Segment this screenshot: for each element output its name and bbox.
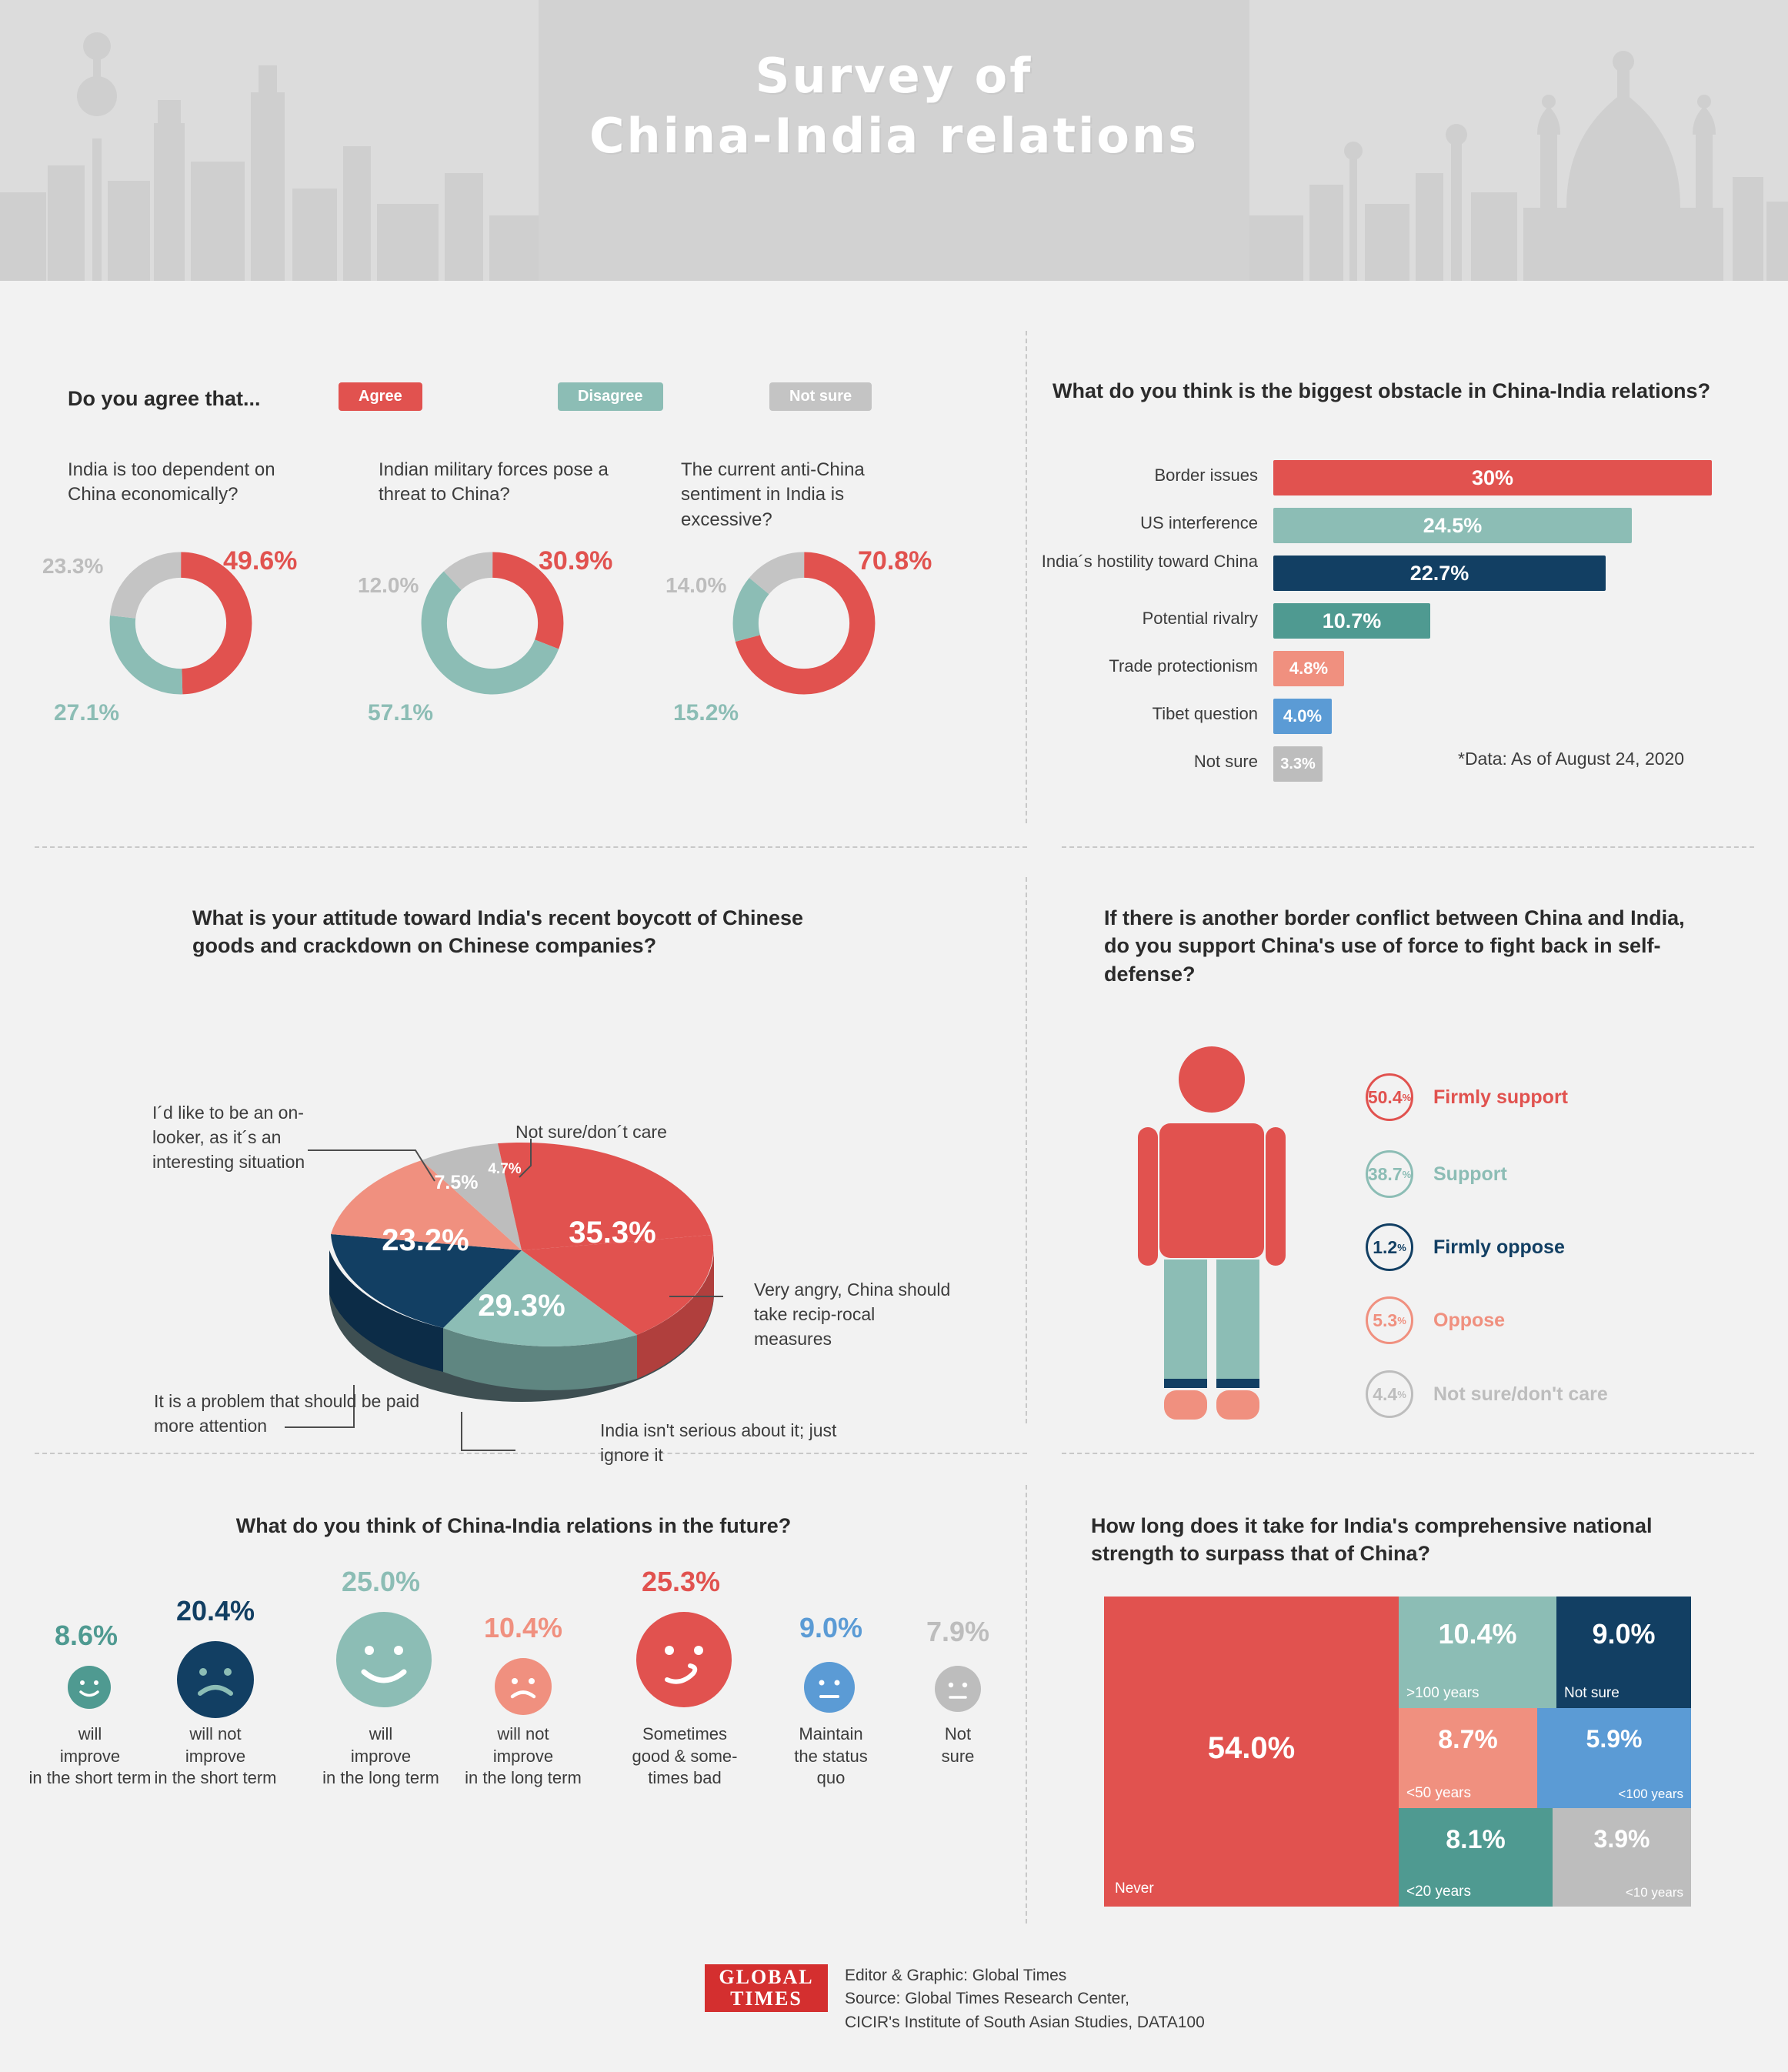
treemap-value-under10: 3.9%	[1593, 1825, 1650, 1853]
self-defense-option-2	[1366, 1223, 1565, 1271]
treemap-value-under100: 5.9%	[1586, 1725, 1643, 1753]
pie-callout-notsure: Not sure/don´t care	[515, 1122, 667, 1142]
option-3-value: 5.3 %	[1366, 1296, 1413, 1344]
treemap-label-over100: >100 years	[1406, 1685, 1479, 1701]
future-relations-section	[0, 1458, 1027, 1950]
donut-3-disagree-value: 15.2%	[673, 700, 739, 726]
treemap-label-under20: <20 years	[1406, 1883, 1471, 1900]
option-1-value: 38.7 %	[1366, 1150, 1413, 1198]
donut-2-agree-value: 30.9%	[539, 546, 613, 576]
future-cap-0-3: in the short term	[28, 1768, 152, 1788]
future-cap-4-2: good & some-	[632, 1746, 738, 1766]
wry-face-icon-4	[636, 1612, 732, 1707]
donut-1-notsure-value: 23.3%	[42, 554, 104, 578]
obstacle-bar-2: 22.7%	[1273, 556, 1606, 591]
treemap-label-under10: <10 years	[1625, 1885, 1683, 1900]
treemap-tile-under10	[1553, 1808, 1691, 1907]
svg-text:4.7%: 4.7%	[488, 1161, 522, 1177]
future-cap-6-1: Not	[944, 1724, 972, 1743]
donut-2-disagree-value: 57.1%	[368, 700, 434, 726]
page-title-line2: China-India relations	[589, 107, 1199, 164]
agreement-prompt: Do you agree that...	[68, 387, 261, 410]
shanghai-skyline-icon	[0, 0, 539, 281]
obstacle-bar-5: 4.0%	[1273, 699, 1332, 734]
obstacle-bar-0: 30%	[1273, 460, 1712, 495]
donut-3-agree-value: 70.8%	[858, 546, 932, 576]
credit-line-1: Editor & Graphic: Global Times	[845, 1967, 1067, 1984]
logo-line-1: GLOBAL	[719, 1966, 814, 1988]
smile-face-icon-2	[336, 1612, 432, 1707]
svg-text:35.3%: 35.3%	[569, 1216, 656, 1250]
obstacle-bar-4: 4.8%	[1273, 651, 1344, 686]
treemap-value-over100: 10.4%	[1438, 1618, 1517, 1650]
self-defense-section	[1027, 850, 1788, 1458]
obstacle-bar-1: 24.5%	[1273, 508, 1632, 543]
neutral-face-icon-5	[804, 1662, 855, 1713]
obstacle-label-3: Potential rivalry	[1142, 609, 1258, 628]
svg-text:23.2%: 23.2%	[382, 1223, 469, 1257]
pie-callout-attention: It is a problem that should be paid more attention	[154, 1391, 420, 1436]
future-pct-0: 8.6%	[54, 1620, 118, 1651]
obstacle-label-2: India´s hostility toward China	[1041, 552, 1258, 571]
option-3-label: Oppose	[1433, 1309, 1506, 1331]
future-cap-1-2: improve	[185, 1746, 246, 1766]
page-title	[539, 46, 1249, 165]
future-cap-2-3: in the long term	[322, 1768, 439, 1788]
treemap-tile-over100	[1399, 1597, 1556, 1708]
future-cap-1-1: will not	[189, 1724, 242, 1743]
frown-face-icon-1	[177, 1641, 254, 1718]
option-2-label: Firmly oppose	[1433, 1236, 1565, 1258]
donut-1-disagree-value: 27.1%	[54, 700, 120, 726]
future-cap-5-2: the status	[794, 1746, 868, 1766]
treemap-value-notsure: 9.0%	[1592, 1618, 1656, 1650]
page-title-line1: Survey of	[755, 48, 1033, 104]
option-4-value: 4.4 %	[1366, 1370, 1413, 1418]
agreement-section	[0, 281, 1027, 850]
pie-callout-onlooker: I´d like to be an on-looker, as it´s an interesting situation	[152, 1103, 305, 1173]
future-pct-5: 9.0%	[799, 1612, 863, 1643]
future-cap-3-2: improve	[492, 1746, 554, 1766]
treemap-label-notsure: Not sure	[1564, 1685, 1620, 1701]
india-skyline-icon	[1249, 0, 1788, 281]
future-cap-4-3: times bad	[648, 1768, 722, 1788]
future-pct-6: 7.9%	[926, 1616, 990, 1647]
future-pct-1: 20.4%	[175, 1595, 255, 1627]
treemap-label-under100: <100 years	[1618, 1787, 1683, 1801]
credit-line-2: Source: Global Times Research Center,	[845, 1990, 1130, 2008]
smile-face-icon-0	[68, 1666, 111, 1709]
option-0-label: Firmly support	[1433, 1086, 1569, 1108]
treemap-tile-never	[1104, 1597, 1399, 1907]
future-cap-3-3: in the long term	[465, 1768, 582, 1788]
credit-line-3: CICIR's Institute of South Asian Studies, DATA100	[845, 2013, 1205, 2031]
self-defense-option-4	[1366, 1370, 1608, 1418]
future-cap-2-2: improve	[350, 1746, 412, 1766]
future-cap-6-2: sure	[941, 1746, 975, 1766]
treemap-tile-under50	[1399, 1708, 1537, 1808]
treemap-value-under20: 8.1%	[1446, 1825, 1506, 1854]
treemap-value-under50: 8.7%	[1438, 1725, 1498, 1754]
treemap-label-under50: <50 years	[1406, 1785, 1471, 1801]
surpass-title: How long does it take for India's comprehensive national strength to surpass that of China?	[1091, 1514, 1653, 1566]
treemap-label-never: Never	[1115, 1880, 1154, 1897]
data-note: *Data: As of August 24, 2020	[1458, 749, 1685, 769]
pie-callout-veryangry: Very angry, China should take recip-rocal measures	[754, 1280, 951, 1350]
boycott-attitude-section	[0, 850, 1027, 1466]
obstacle-section	[1027, 281, 1788, 850]
treemap-tile-under100	[1537, 1708, 1691, 1808]
obstacle-bar-6: 3.3%	[1273, 746, 1323, 782]
future-cap-5-1: Maintain	[799, 1724, 863, 1743]
treemap-tile-notsure	[1556, 1597, 1691, 1708]
svg-text:7.5%: 7.5%	[434, 1172, 479, 1193]
obstacle-label-4: Trade protectionism	[1109, 656, 1258, 676]
svg-text:29.3%: 29.3%	[478, 1289, 565, 1323]
donut-3-notsure-value: 14.0%	[665, 573, 727, 597]
treemap-value-never: 54.0%	[1207, 1731, 1296, 1765]
legend-agree: Agree	[339, 382, 422, 411]
option-4-label: Not sure/don't care	[1433, 1383, 1608, 1405]
self-defense-option-1	[1366, 1150, 1507, 1198]
future-pct-3: 10.4%	[483, 1612, 563, 1643]
obstacle-bar-3: 10.7%	[1273, 603, 1430, 639]
future-cap-5-3: quo	[816, 1768, 846, 1788]
self-defense-option-3	[1366, 1296, 1505, 1344]
future-title: What do you think of China-India relations in the future?	[235, 1514, 792, 1537]
future-cap-0-1: will	[78, 1724, 102, 1743]
global-times-logo	[705, 1964, 828, 2012]
future-cap-0-2: improve	[59, 1746, 121, 1766]
obstacle-label-0: Border issues	[1154, 465, 1258, 485]
logo-line-2: TIMES	[730, 1987, 802, 2010]
pie-callout-ignore: India isn't serious about it; just ignore it	[600, 1420, 837, 1466]
future-cap-4-1: Sometimes	[642, 1724, 728, 1743]
option-0-value: 50.4 %	[1366, 1073, 1413, 1121]
donut-question-2: Indian military forces pose a threat to China?	[379, 459, 609, 505]
treemap-tile-under20	[1399, 1808, 1553, 1907]
option-1-label: Support	[1433, 1163, 1507, 1185]
obstacle-label-1: US interference	[1140, 513, 1258, 532]
option-2-value: 1.2 %	[1366, 1223, 1413, 1271]
page-footer	[0, 1950, 1788, 2072]
page-header	[0, 0, 1788, 281]
donut-question-1: India is too dependent on China economically?	[68, 459, 275, 505]
person-icon	[1119, 1043, 1304, 1427]
obstacle-label-6: Not sure	[1193, 752, 1258, 771]
future-cap-2-1: will	[369, 1724, 393, 1743]
self-defense-title: If there is another border conflict between China and India, do you support China's use of force to fight back in self-defense?	[1104, 906, 1685, 986]
boycott-title: What is your attitude toward India's recent boycott of Chinese goods and crackdown on Chinese companies?	[192, 906, 804, 958]
legend-disagree: Disagree	[558, 382, 663, 411]
future-cap-3-1: will not	[497, 1724, 549, 1743]
credit-block	[845, 1964, 1205, 2034]
donut-2-notsure-value: 12.0%	[358, 573, 419, 597]
donut-question-3: The current anti-China sentiment in India is excessive?	[681, 459, 865, 530]
future-pct-4: 25.3%	[641, 1566, 721, 1597]
surpass-timeline-section	[1027, 1458, 1788, 1950]
future-cap-1-3: in the short term	[154, 1768, 277, 1788]
frown-face-icon-3	[495, 1658, 552, 1715]
legend-not-sure: Not sure	[769, 382, 872, 411]
obstacle-label-5: Tibet question	[1152, 704, 1258, 723]
future-pct-2: 25.0%	[341, 1566, 421, 1597]
neutral-face-icon-6	[935, 1666, 981, 1712]
obstacle-title: What do you think is the biggest obstacle in China-India relations?	[1052, 379, 1711, 402]
donut-1-agree-value: 49.6%	[223, 546, 298, 576]
self-defense-option-0	[1366, 1073, 1568, 1121]
